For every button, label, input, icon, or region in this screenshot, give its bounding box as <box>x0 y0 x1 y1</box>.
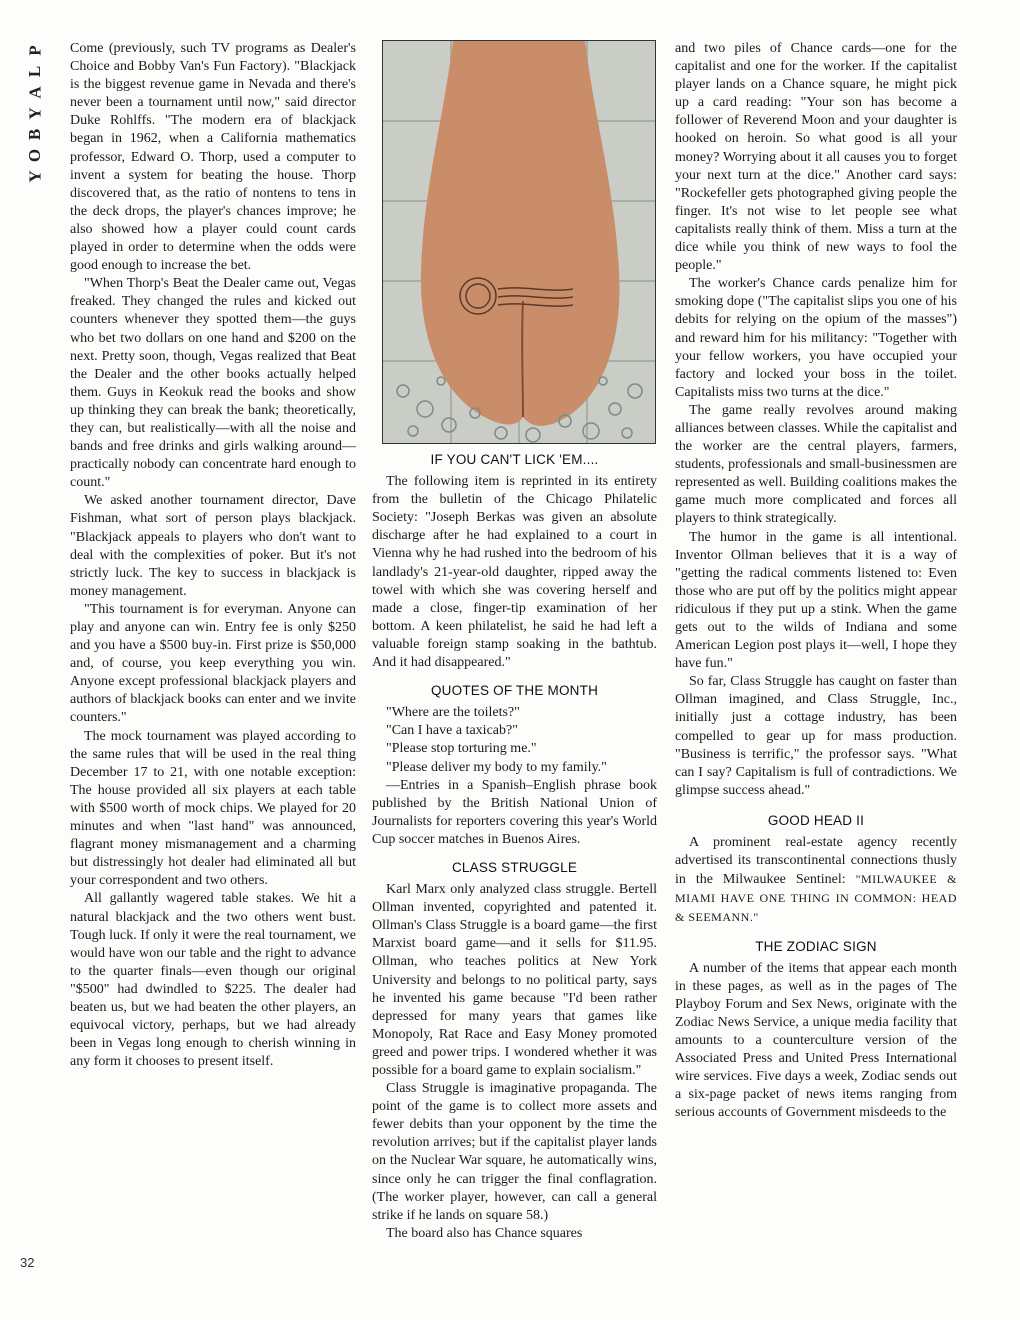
paragraph: The following item is reprinted in its entirety from the bulletin of the Chicago Philatelic Society: "Joseph Berkas was given an absolute discharge after he had explained to a court in Vienna why he had rushed into the bedroom of his landlady's 21-year-old daughter, ripped away the towel with which she was covering herself and made a close, finger-tip examination of her bottom. A keen philatelist, he said he had left a valuable foreign stamp soaking in the bathtub. And it had disappeared." <box>372 474 657 671</box>
column-left <box>70 40 356 1071</box>
page-number: 32 <box>20 1255 35 1270</box>
paragraph: Karl Marx only analyzed class struggle. Bertell Ollman invented, copyrighted and patented it. Ollman's Class Struggle is a board game—the first Marxist board game—and it sells for $11.95. Ollman, who teaches politics at New York University and belongs to no political party, says he invented his game because "I'd been rather depressed for many years that games like Monopoly, Rat Race and Easy Money promoted greed and power trips. I wondered whether it was possible for a board game to explain socialism." <box>372 882 657 1078</box>
paragraph: We asked another tournament director, Dave Fishman, what sort of person plays blackjack. "Blackjack appeals to players who don't want to deal with the complexities of poker. But it's not strictly luck. The key to success in blackjack is money management. <box>70 493 356 599</box>
ad-text: "MILWAUKEE & MIAMI HAVE ONE THING IN COMMON: HEAD & SEEMANN." <box>675 872 958 925</box>
paragraph: "When Thorp's Beat the Dealer came out, Vegas freaked. They changed the rules and kicked out counters whenever they spotted them—the guys who bet two dollars on one hand and $200 on the next. Pretty soon, though, Vegas realized that Beat the Dealer and the other books actually helped them. Guys in Keokuk read the books and show up thinking they can break the bank; theoretically, they can, but realistically—with all the noise and bands and free drinks and girls walking around—practically nobody can concentrate hard enough to count." <box>70 276 356 491</box>
section-heading: IF YOU CAN'T LICK 'EM.... <box>430 452 599 467</box>
section-heading: CLASS STRUGGLE <box>451 859 578 875</box>
quote: "Where are the toilets?" <box>386 705 520 721</box>
illustration <box>382 40 656 444</box>
column-middle <box>372 451 657 1243</box>
text: A prominent real-estate agency recently advertised its transcontinental connections thusly in the Milwaukee Sentinel: <box>675 835 957 888</box>
paragraph: A number of the items that appear each month in these pages, as well as in the pages of The Playboy Forum and Sex News, originate with the Zodiac News Service, a unique media facility that amounts to a counterculture version of the Associated Press and United Press International wire services. Five days a week, Zodiac sends out a six-page packet of news items ranging from serious accounts of Government misdeeds to the <box>675 960 957 1121</box>
column-right <box>675 40 957 1122</box>
quote: "Please deliver my body to my family." <box>386 759 607 775</box>
figure-shape <box>421 41 620 426</box>
paragraph: —Entries in a Spanish–English phrase book published by the British National Union of Journalists for reporters covering this year's World Cup soccer matches in Buenos Aires. <box>372 777 657 847</box>
paragraph <box>675 834 957 927</box>
paragraph: All gallantly wagered table stakes. We hit a natural blackjack and the two others went bust. Tough luck. If only it were the real tournament, we would have won our table and the right to advance to the quarter finals—even though our original "$500" had dwindled to $225. The dealer had beaten us, but we had beaten the other players, an equivocal victory, perhaps, but we had already been in Vegas long enough to cherish winning in any form it chooses to present itself. <box>70 891 356 1070</box>
section-heading: GOOD HEAD II <box>767 812 865 828</box>
section-heading: THE ZODIAC SIGN <box>755 938 877 954</box>
paragraph: Class Struggle is imaginative propaganda. The point of the game is to collect more assets and fewer debits than your opponent by the time the revolution arrives; but if the capitalist player lands on the Nuclear War square, he automatically wins, since only he can trigger the final conflagration. (The worker player, however, can call a general strike if he lands on square 58.) <box>372 1081 657 1223</box>
paragraph: The humor in the game is all intentional. Inventor Ollman believes that it is a way of "getting the radical comments listened to: Even those who are put off by the politics might appear ridiculous if they put up a stink. When the game gets out to the wilds of Indiana and some American Legion post plays it—well, I hope they have fun." <box>675 529 957 672</box>
paragraph: "This tournament is for everyman. Anyone can play and anyone can win. Entry fee is only $250 and you have a $500 buy-in. First prize is $50,000 and, of course, you keep everything you win. Anyone except professional blackjack players and authors of blackjack books can enter and we invite counters." <box>70 601 356 726</box>
paragraph: The mock tournament was played according to the same rules that will be used in the real thing December 17 to 21, with one notable exception: The house provided all six players at each table with $500 worth of mock chips. We played for 20 minutes and when "last hand" was announced, flagrant money mismanagement and a charming but distressingly hot dealer had eliminated all but your correspondent and two others. <box>70 728 356 889</box>
paragraph: The game really revolves around making alliances between classes. While the capitalist and the worker are the central players, farmers, students, professionals and small-businessmen are represented as well. Building coalitions makes the game much more complicated and forces all players to think strategically. <box>675 402 957 527</box>
paragraph: The worker's Chance cards penalize him for smoking dope ("The capitalist slips you one of his debits for relying on the opium of the masses") and reward him for his militancy: "Together with your fellow workers, you have occupied your factory and locked your boss in the toilet. Capitalists miss two turns at the dice." <box>675 276 957 400</box>
quote: "Can I have a taxicab?" <box>386 723 518 739</box>
section-heading: QUOTES OF THE MONTH <box>430 683 599 699</box>
quote: "Please stop torturing me." <box>386 741 537 757</box>
paragraph: and two piles of Chance cards—one for the capitalist and one for the worker. If the capitalist player lands on a Chance square, he might pick up a card reading: "Your son has become a follower of Reverend Moon and your daughter is hooked on heroin. So what good is all your money? Worrying about it all causes you to forget your next turn at the dice." Another card says: "Rockefeller gets photographed giving people the finger. It's not wise to let people see what capitalists really think of them. Miss a turn at the dice while you think of new ways to fool the people." <box>675 41 957 274</box>
paragraph: The board also has Chance squares <box>386 1225 583 1241</box>
masthead: P L A Y B O Y <box>25 45 45 183</box>
paragraph: So far, Class Struggle has caught on faster than Ollman imagined, and Class Struggle, Inc., initially just a cottage industry, has been compelled to gear up for mass production. "Business is terrific," the professor says. "What can I say? Capitalism is full of contradictions. We glimpse success ahead." <box>675 674 957 798</box>
paragraph: Come (previously, such TV programs as Dealer's Choice and Bobby Van's Fun Factory). "Blackjack is the biggest revenue game in Nevada and there's never been a tournament until now," said director Duke Rohlffs. "The modern era of blackjack began in 1962, when a California mathematics professor, Edward O. Thorp, used a computer to invent a system for beating the house. Thorp discovered that, as the ratio of nontens to tens in the deck drops, the player's chances improve; he also showed how a player could count cards played in order to determine when the odds were good enough to increase the bet. <box>70 41 356 274</box>
